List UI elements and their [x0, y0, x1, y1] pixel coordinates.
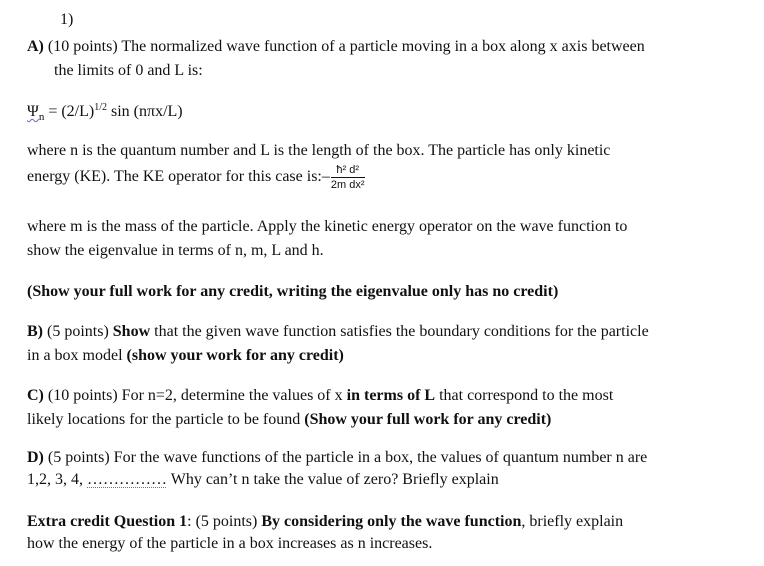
- part-b-t1: (5 points): [43, 323, 113, 340]
- part-b-show: Show: [112, 323, 151, 340]
- wf-exponent: 1/2: [94, 102, 107, 113]
- part-b-t2: that the given wave function satisfies the boundary conditions for the particle: [150, 323, 649, 340]
- ke-operator-numerator: ħ² d²: [331, 164, 365, 178]
- extra-credit-line-2: how the energy of the particle in a box increases as n increases.: [27, 535, 433, 552]
- where-line-2: [27, 164, 365, 191]
- mass-line-2: show the eigenvalue in terms of n, m, L and h.: [27, 242, 324, 259]
- psi-subscript: n: [38, 111, 45, 124]
- part-c-t1: (10 points) For n=2, determine the values of x: [43, 387, 347, 404]
- where-line-2-text: energy (KE). The KE operator for this case is:–: [27, 168, 330, 186]
- part-c-note: (Show your full work for any credit): [304, 411, 552, 428]
- part-d-t1: (5 points) For the wave functions of the particle in a box, the values of quantum number n are: [43, 449, 648, 466]
- part-d-line-2: [27, 468, 499, 491]
- extra-credit-bold: By considering only the wave function: [261, 513, 522, 530]
- extra-credit-line-1: [27, 510, 623, 533]
- part-b-label: B): [27, 323, 43, 340]
- part-d-t3: Why can’t n take the value of zero? Briefly explain: [167, 471, 499, 488]
- part-a-label: A): [27, 38, 44, 55]
- part-a-line-2: the limits of 0 and L is:: [54, 62, 203, 79]
- part-d-line-1: [27, 446, 647, 469]
- ke-operator-fraction: [331, 164, 365, 191]
- wf-end: sin (nπx/L): [107, 103, 183, 120]
- part-c-label: C): [27, 387, 44, 404]
- part-b-t3: in a box model: [27, 347, 127, 364]
- part-b-note: (show your work for any credit): [126, 347, 344, 364]
- part-c-line-2: [27, 408, 551, 431]
- part-d-label: D): [27, 449, 44, 466]
- psi-symbol: [27, 103, 45, 124]
- part-a-text-1: (10 points) The normalized wave function of a particle moving in a box along x axis between: [43, 38, 645, 55]
- part-a-line-1: [27, 35, 645, 58]
- extra-credit-t1: : (5 points): [187, 513, 262, 530]
- where-line-1: where n is the quantum number and L is the length of the box. The particle has only kinetic: [27, 142, 611, 159]
- extra-credit-t2: , briefly explain: [521, 513, 624, 530]
- psi-glyph: Ψ: [27, 103, 39, 120]
- extra-credit-label: Extra credit Question 1: [27, 513, 188, 530]
- question-number: 1): [60, 11, 74, 28]
- part-c-bold-l: in terms of L: [346, 387, 436, 404]
- part-d-dots: ……………: [87, 471, 167, 488]
- part-c-t2: that correspond to the most: [435, 387, 614, 404]
- ke-operator-denominator: 2m dx²: [330, 179, 365, 191]
- wf-mid: = (2/L): [44, 103, 95, 120]
- part-c-line-1: [27, 384, 613, 407]
- part-c-t3: likely locations for the particle to be found: [27, 411, 305, 428]
- part-d-t2: 1,2, 3, 4,: [27, 471, 87, 488]
- part-a-note: (Show your full work for any credit, writing the eigenvalue only has no credit): [27, 283, 559, 300]
- part-b-line-1: [27, 320, 649, 343]
- part-b-line-2: [27, 344, 344, 367]
- mass-line-1: where m is the mass of the particle. Apply the kinetic energy operator on the wave function to: [27, 218, 628, 235]
- wave-function-equation: [27, 100, 183, 129]
